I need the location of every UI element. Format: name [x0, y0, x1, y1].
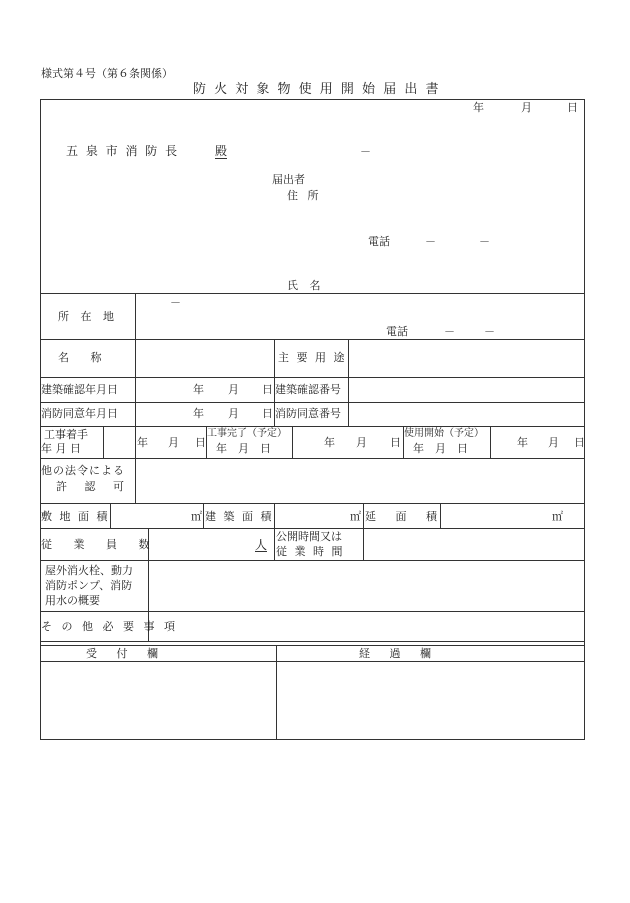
date-day: 日 — [567, 101, 578, 114]
date-year: 年 — [137, 436, 148, 449]
date-month: 月 — [356, 436, 367, 449]
fire-equipment-label-3: 用水の概要 — [45, 594, 100, 607]
area-unit: ㎡ — [191, 510, 202, 523]
name-label: 名 称 — [58, 351, 111, 364]
notifier-address-label: 住 所 — [287, 189, 322, 202]
area-unit: ㎡ — [350, 510, 361, 523]
date-month: 月 — [228, 383, 239, 396]
fire-consent-date-label: 消防同意年月日 — [41, 407, 118, 420]
building-area-label: 建 築 面 積 — [205, 510, 274, 523]
date-day: 日 — [262, 407, 273, 420]
other-items-label: そ の 他 必 要 事 項 — [41, 620, 178, 633]
site-area-label: 敷 地 面 積 — [41, 510, 110, 523]
building-confirm-number-label: 建築確認番号 — [275, 383, 341, 396]
dash: － — [479, 235, 490, 248]
dash: － — [360, 145, 371, 158]
construction-start-sublabel: 年 月 日 — [41, 442, 81, 455]
date-year: 年 — [517, 436, 528, 449]
reception-column-label: 受 付 欄 — [86, 647, 166, 660]
fire-consent-number-label: 消防同意番号 — [275, 407, 341, 420]
notifier-phone-label: 電話 — [368, 235, 390, 248]
use-start-label: 使用開始（予定） — [404, 428, 484, 439]
date-year: 年 — [473, 101, 484, 114]
fire-equipment-label: 屋外消火栓、動力 — [45, 564, 133, 577]
area-unit: ㎡ — [552, 510, 563, 523]
main-use-label: 主 要 用 途 — [278, 351, 347, 364]
notifier-label: 届出者 — [272, 173, 305, 186]
notifier-name-label: 氏 名 — [287, 279, 325, 292]
construction-complete-label: 工事完了（予定） — [207, 428, 287, 439]
hours-label: 公開時間又は — [276, 530, 342, 543]
construction-start-label: 工事着手 — [44, 428, 88, 441]
date-day: 日 — [390, 436, 401, 449]
date-day: 日 — [195, 436, 206, 449]
date-year: 年 — [193, 407, 204, 420]
permits-sublabel: 許 認 可 — [56, 480, 131, 493]
dash: － — [170, 296, 181, 309]
staff-count-label: 従 業 員 数 — [41, 538, 159, 551]
date-month: 月 — [521, 101, 532, 114]
progress-column-label: 経 過 欄 — [359, 647, 439, 660]
form-title: 防 火 対 象 物 使 用 開 始 届 出 書 — [193, 82, 441, 97]
addressee: 五 泉 市 消 防 長 — [66, 144, 180, 158]
construction-complete-sublabel: 年 月 日 — [216, 442, 271, 455]
date-year: 年 — [193, 383, 204, 396]
location-phone-label: 電話 — [386, 325, 408, 338]
hours-sublabel: 従 業 時 間 — [276, 545, 345, 558]
form-number: 様式第４号（第６条関係） — [41, 67, 173, 80]
use-start-sublabel: 年 月 日 — [413, 442, 468, 455]
dash: － — [444, 325, 455, 338]
fire-equipment-label-2: 消防ポンプ、消防 — [45, 579, 133, 592]
dash: － — [425, 235, 436, 248]
permits-label: 他の法令による — [41, 464, 125, 477]
honorific: 殿 — [215, 144, 228, 158]
location-label: 所 在 地 — [58, 310, 118, 323]
date-month: 月 — [548, 436, 559, 449]
date-year: 年 — [324, 436, 335, 449]
date-day: 日 — [574, 436, 585, 449]
dash: － — [484, 325, 495, 338]
floor-area-label: 延 面 積 — [365, 510, 445, 523]
building-confirm-date-label: 建築確認年月日 — [41, 383, 118, 396]
staff-unit: 人 — [255, 538, 268, 552]
date-month: 月 — [168, 436, 179, 449]
date-day: 日 — [262, 383, 273, 396]
date-month: 月 — [228, 407, 239, 420]
